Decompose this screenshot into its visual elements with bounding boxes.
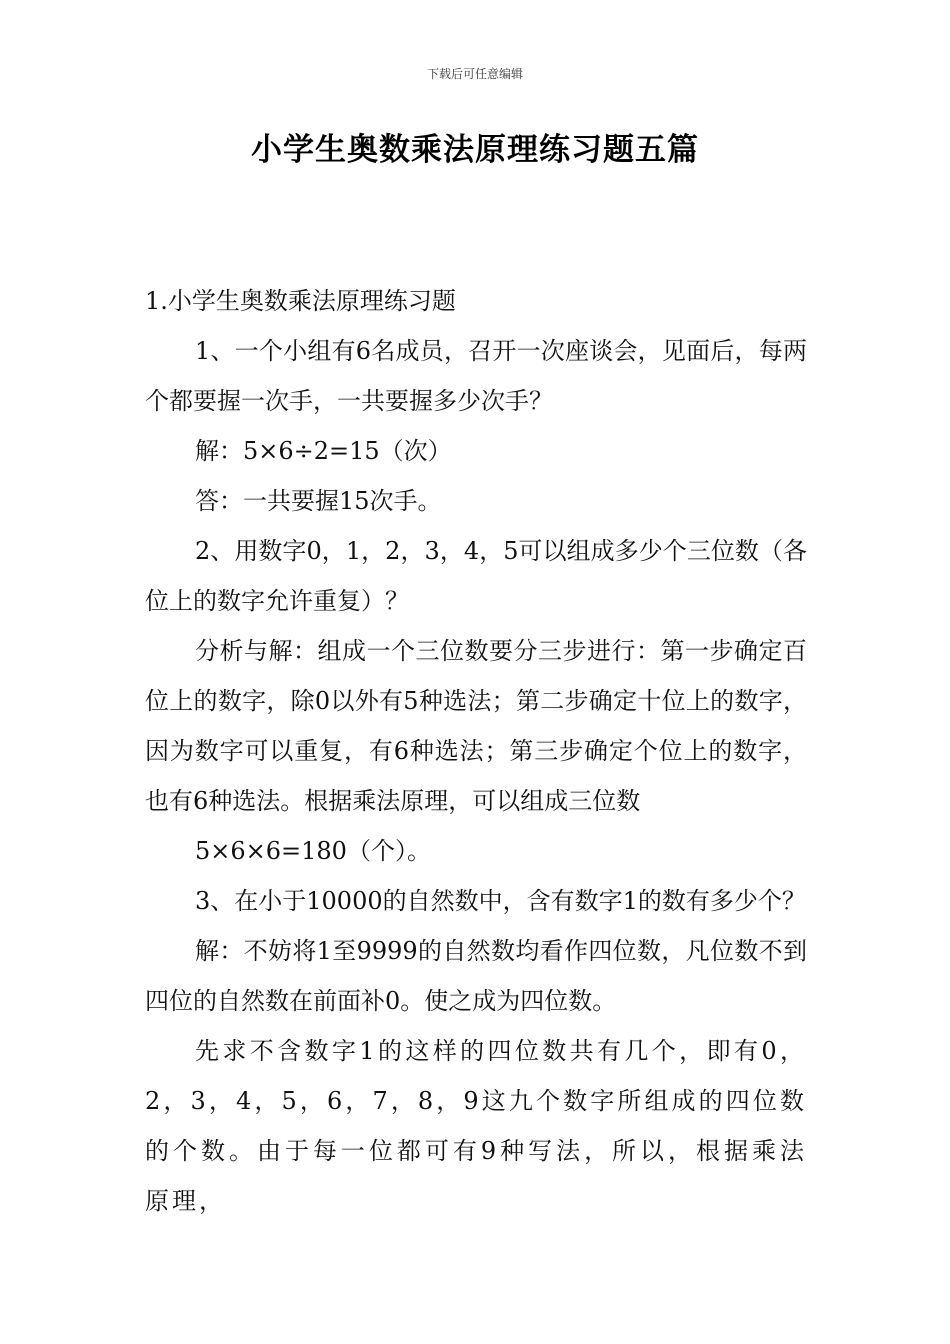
paragraph: 答：一共要握15次手。 bbox=[195, 487, 442, 515]
paragraph: 5×6×6=180（个）。 bbox=[195, 837, 431, 865]
paragraph: 解：不妨将1至9999的自然数均看作四位数，凡位数不到四位的自然数在前面补0。使之成为四位数。 bbox=[145, 937, 807, 1015]
document-body bbox=[145, 276, 807, 1226]
paragraph: 2、用数字0，1，2，3，4，5可以组成多少个三位数（各位上的数字允许重复）？ bbox=[145, 537, 807, 615]
paragraph: 解：5×6÷2=15（次） bbox=[195, 437, 452, 465]
paragraph: 分析与解：组成一个三位数要分三步进行：第一步确定百位上的数字，除0以外有5种选法；第二步确定十位上的数字，因为数字可以重复，有6种选法；第三步确定个位上的数字，也有6种选法。根据乘法原理，可以组成三位数 bbox=[145, 637, 807, 815]
paragraph: 先求不含数字1的这样的四位数共有几个，即有0，2，3，4，5，6，7，8，9这九个数字所组成的四位数的个数。由于每一位都可有9种写法，所以，根据乘法原理， bbox=[145, 1037, 807, 1215]
section-heading: 1.小学生奥数乘法原理练习题 bbox=[145, 287, 456, 315]
paragraph: 1、一个小组有6名成员，召开一次座谈会，见面后，每两个都要握一次手，一共要握多少次手？ bbox=[145, 337, 807, 415]
paragraph: 3、在小于10000的自然数中，含有数字1的数有多少个？ bbox=[195, 887, 806, 915]
header-note: 下载后可任意编辑 bbox=[426, 67, 523, 81]
document-title: 小学生奥数乘法原理练习题五篇 bbox=[251, 132, 699, 168]
